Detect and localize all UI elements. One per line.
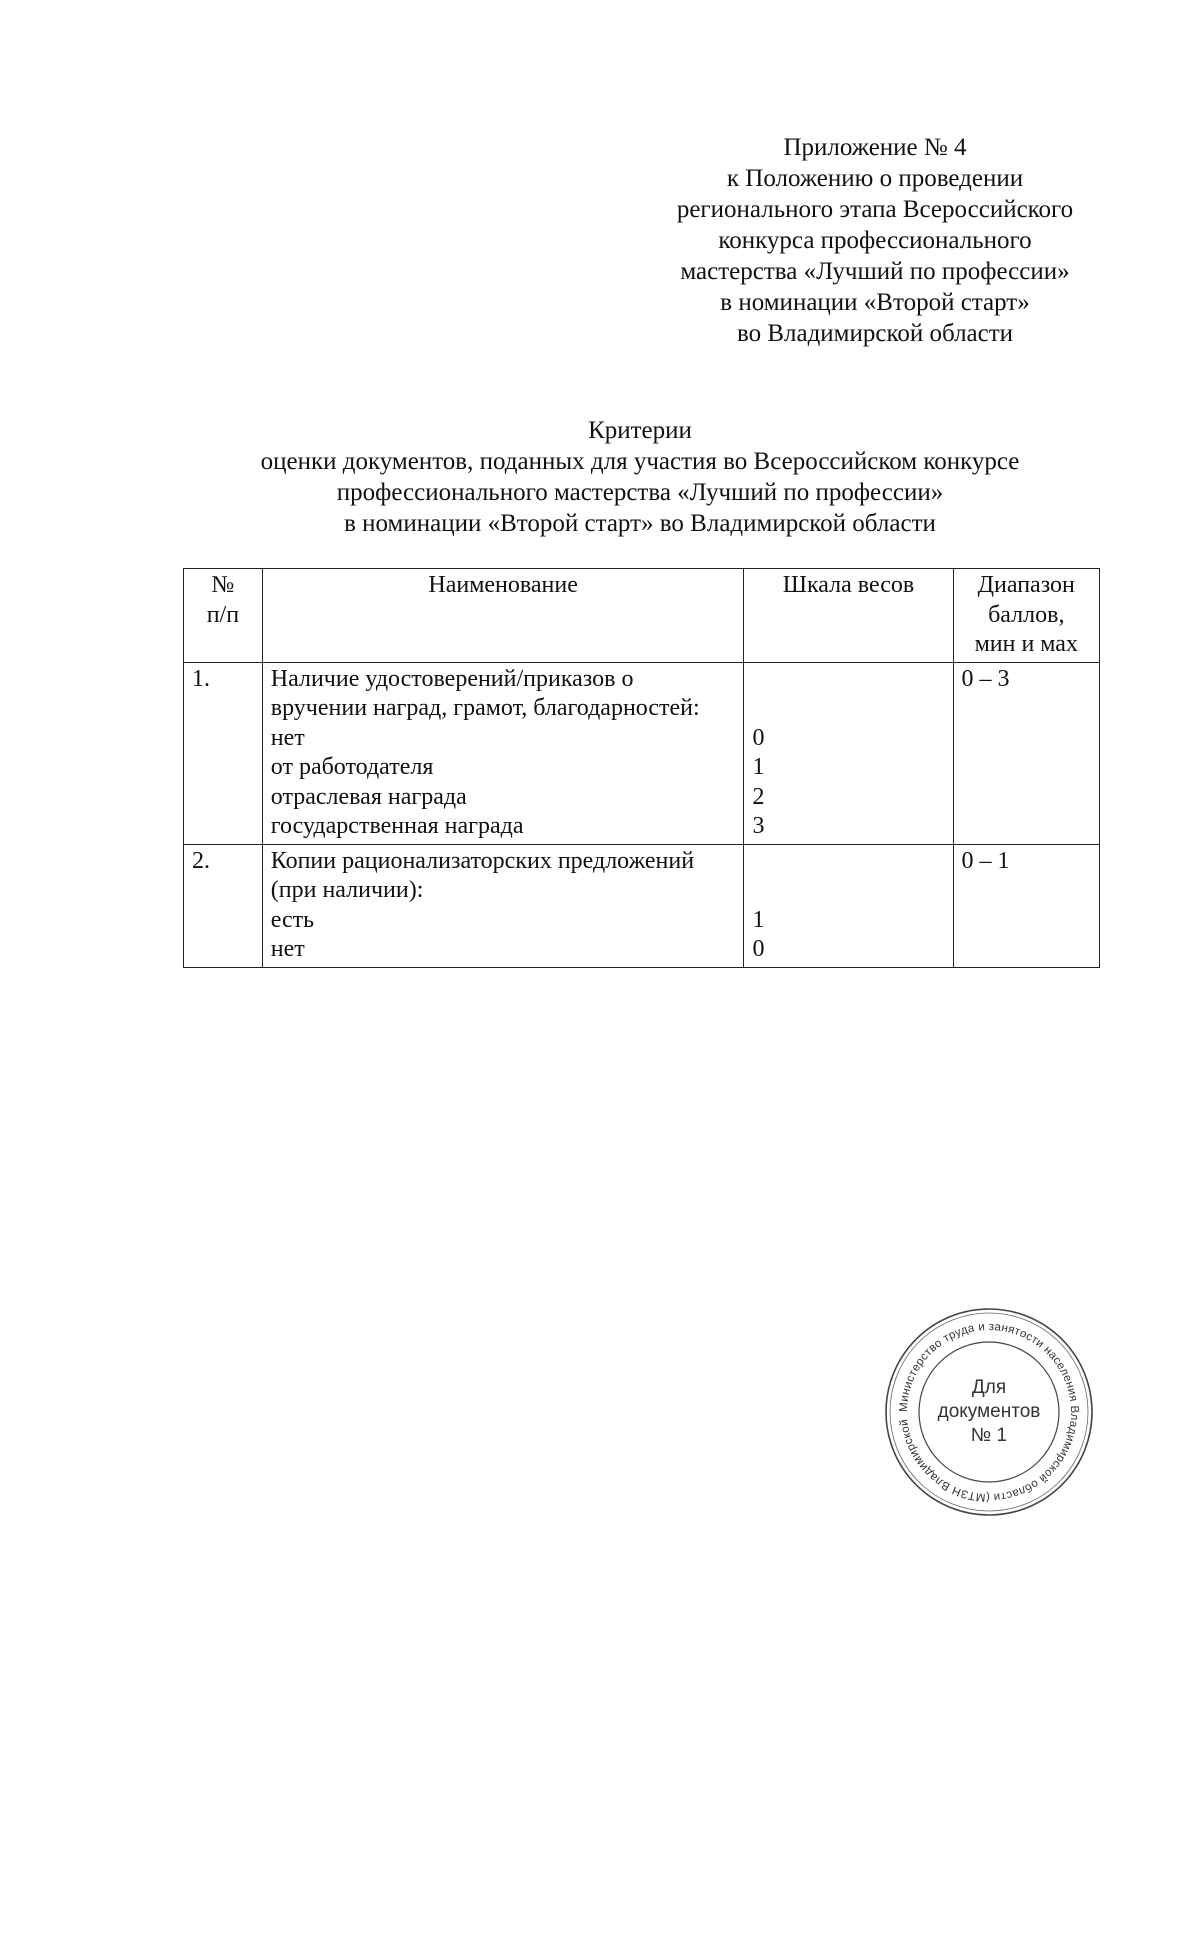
spacer [752, 847, 944, 877]
appendix-line: во Владимирской области [736, 320, 1014, 347]
spacer [752, 876, 944, 906]
appendix-line: в номинации «Второй старт» [720, 289, 1030, 316]
row-weight: 0 [752, 936, 765, 962]
row-num: 2. [184, 844, 263, 967]
row-weight: 1 [752, 754, 765, 780]
appendix-line: конкурса профессионального [718, 227, 1032, 254]
header-weights-text: Шкала весов [782, 572, 915, 598]
header-num-line: № [211, 572, 235, 598]
row-num: 1. [184, 662, 263, 844]
title-line: профессионального мастерства «Лучший по профессии» [336, 479, 944, 506]
title-line: в номинации «Второй старт» во Владимирской области [344, 510, 936, 537]
row-weights [744, 662, 953, 844]
criteria-table [183, 568, 1100, 968]
table-row [184, 662, 1100, 844]
row-option: от работодателя [270, 754, 434, 780]
row-option: нет [270, 936, 305, 962]
header-num [184, 569, 263, 663]
spacer [752, 665, 944, 695]
official-seal [883, 1306, 1095, 1518]
row-weight: 0 [752, 724, 765, 751]
row-option: есть [270, 906, 315, 933]
row-option: отраслевая награда [270, 783, 467, 810]
header-range-line: баллов, [988, 601, 1065, 628]
header-name [262, 569, 744, 663]
appendix-line: мастерства «Лучший по профессии» [680, 258, 1070, 285]
table-row [184, 844, 1100, 967]
seal-center-line: Для [971, 1377, 1007, 1398]
row-name-line: (при наличии): [270, 877, 424, 903]
header-name-text: Наименование [428, 572, 578, 598]
row-name [262, 844, 744, 967]
seal-center-text [883, 1376, 1095, 1448]
row-name [262, 662, 744, 844]
seal-center-line: документов [937, 1401, 1041, 1422]
row-weight: 2 [752, 783, 765, 810]
header-range-line: мин и мах [974, 631, 1078, 657]
seal-center-line: № 1 [970, 1425, 1008, 1446]
header-weights [744, 569, 953, 663]
header-range-line: Диапазон [977, 572, 1075, 598]
appendix-line: регионального этапа Всероссийского [676, 196, 1074, 223]
appendix-header [640, 132, 1110, 349]
spacer [752, 694, 944, 724]
row-weights [744, 844, 953, 967]
row-option: нет [270, 724, 305, 751]
row-range: 0 – 1 [953, 844, 1099, 967]
row-name-line: вручении наград, грамот, благодарностей: [270, 695, 700, 721]
appendix-line: к Положению о проведении [726, 165, 1024, 192]
title-line: оценки документов, поданных для участия во Всероссийском конкурсе [260, 448, 1020, 475]
row-name-line: Копии рационализаторских предложений [270, 847, 695, 874]
appendix-line: Приложение № 4 [783, 134, 967, 161]
header-range [953, 569, 1099, 663]
title-line: Критерии [588, 417, 692, 444]
document-title [160, 415, 1120, 539]
row-range: 0 – 3 [953, 662, 1099, 844]
row-weight: 3 [752, 813, 765, 839]
seal-outer-text: Министерство труда и занятости населения Владимирской области (МТЗН Владимирской [897, 1320, 1081, 1504]
row-weight: 1 [752, 906, 765, 933]
row-option: государственная награда [270, 813, 524, 839]
row-name-line: Наличие удостоверений/приказов о [270, 665, 634, 692]
header-num-line: п/п [206, 601, 240, 628]
table-header-row [184, 569, 1100, 663]
